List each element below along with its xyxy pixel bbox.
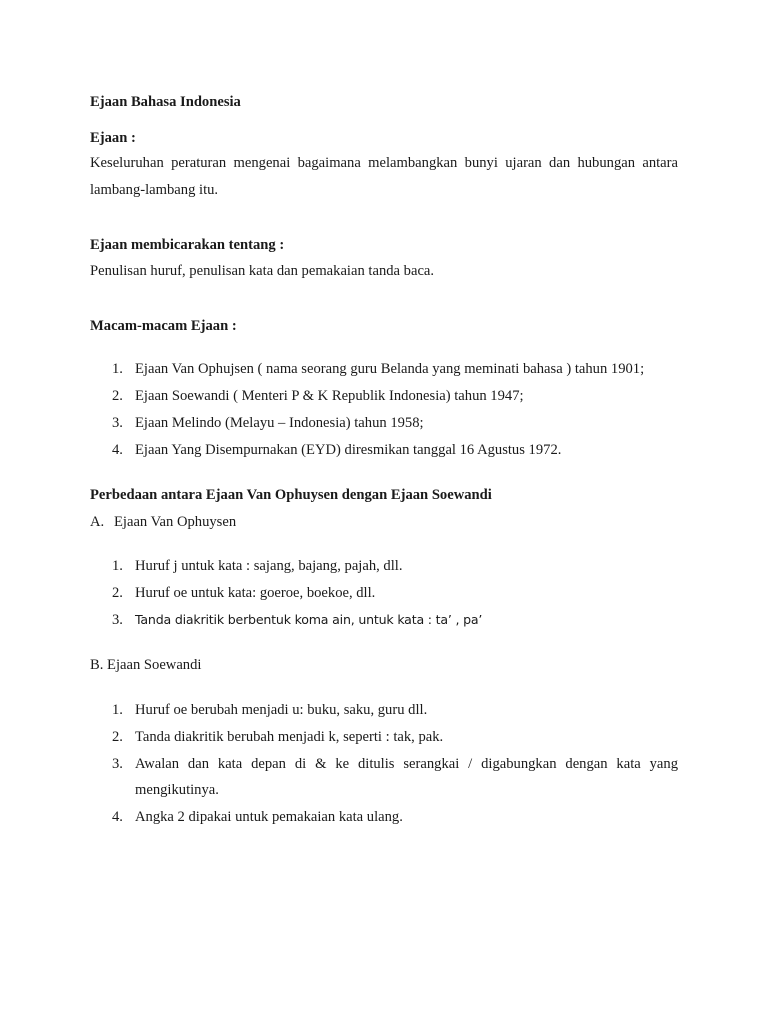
list-text: Tanda diakritik berbentuk koma ain, untuk kata : ta’ , pa’ [135, 612, 483, 627]
document-title: Ejaan Bahasa Indonesia [90, 94, 241, 110]
list-number: 3. [112, 612, 123, 628]
list-text: Angka 2 dipakai untuk pemakaian kata ulang. [135, 809, 403, 825]
kinds-heading: Macam-macam Ejaan : [90, 318, 237, 334]
list-text: Tanda diakritik berubah menjadi k, seperti : tak, pak. [135, 729, 444, 745]
list-number: 2. [112, 585, 123, 601]
list-number: 1. [112, 361, 123, 377]
list-number: 2. [112, 729, 123, 745]
topics-heading: Ejaan membicarakan tentang : [90, 237, 285, 253]
list-text: Ejaan Van Ophujsen ( nama seorang guru Belanda yang meminati bahasa ) tahun 1901; [135, 361, 645, 377]
list-text: Huruf oe untuk kata: goeroe, boekoe, dll. [135, 585, 376, 601]
list-text-continuation: mengikutinya. [135, 782, 219, 798]
section-a-heading [90, 513, 236, 531]
comparison-heading: Perbedaan antara Ejaan Van Ophuysen dengan Ejaan Soewandi [90, 487, 492, 503]
topics-text: Penulisan huruf, penulisan kata dan pemakaian tanda baca. [90, 263, 435, 279]
list-text: Huruf j untuk kata : sajang, bajang, pajah, dll. [135, 558, 403, 574]
section-a-label: Ejaan Van Ophuysen [114, 514, 237, 530]
definition-heading: Ejaan : [90, 130, 136, 146]
section-b-heading: B. Ejaan Soewandi [90, 657, 202, 673]
list-number: 3. [112, 756, 123, 772]
list-number: 1. [112, 558, 123, 574]
list-text: Ejaan Melindo (Melayu – Indonesia) tahun 1958; [135, 415, 424, 431]
list-text: Huruf oe berubah menjadi u: buku, saku, guru dll. [135, 702, 428, 718]
definition-line-2: lambang-lambang itu. [90, 182, 219, 198]
list-text: Ejaan Yang Disempurnakan (EYD) diresmikan tanggal 16 Agustus 1972. [135, 442, 562, 458]
list-number: 3. [112, 415, 123, 431]
list-number: 1. [112, 702, 123, 718]
list-number: 2. [112, 388, 123, 404]
section-a-letter: A. [90, 514, 105, 530]
list-text: Awalan dan kata depan di & ke ditulis serangkai / digabungkan dengan kata yang [135, 756, 678, 772]
list-number: 4. [112, 809, 123, 825]
list-text: Ejaan Soewandi ( Menteri P & K Republik Indonesia) tahun 1947; [135, 388, 524, 404]
definition-line-1: Keseluruhan peraturan mengenai bagaimana melambangkan bunyi ujaran dan hubungan antara [90, 155, 678, 171]
list-number: 4. [112, 442, 123, 458]
